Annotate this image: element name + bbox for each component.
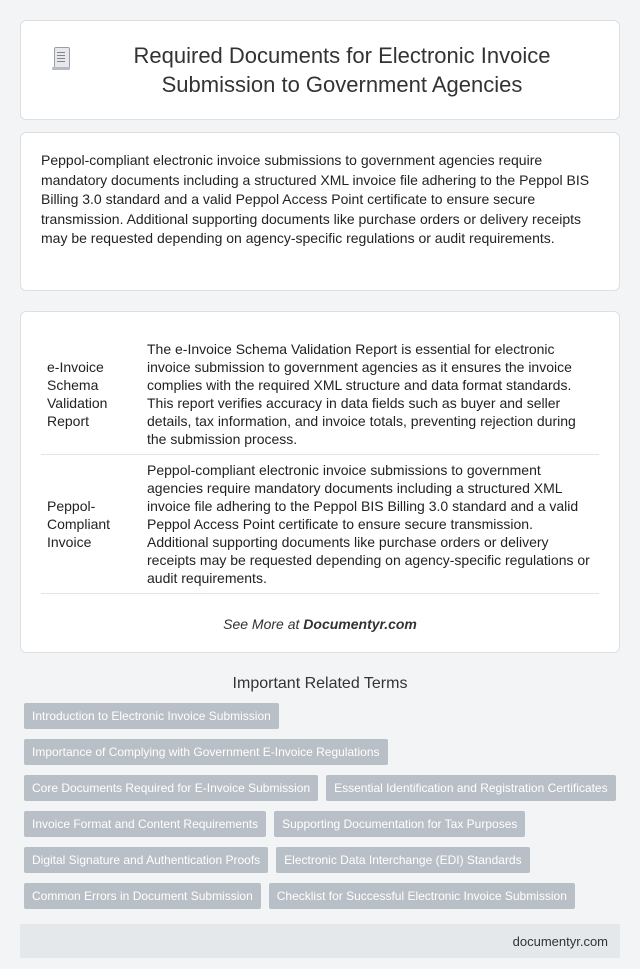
- intro-card: [20, 132, 620, 291]
- related-terms-heading: Important Related Terms: [232, 675, 408, 692]
- related-term-chip[interactable]: Importance of Complying with Government E-Invoice Regulations: [24, 739, 388, 765]
- see-more-site[interactable]: Documentyr.com: [303, 616, 417, 632]
- related-term-chip[interactable]: Electronic Data Interchange (EDI) Standards: [276, 847, 529, 873]
- related-term-chip[interactable]: Introduction to Electronic Invoice Submission: [24, 703, 279, 729]
- documents-table: [41, 334, 599, 594]
- page-title: Required Documents for Electronic Invoice Submission to Government Agencies: [133, 43, 551, 97]
- related-term-chip[interactable]: Essential Identification and Registration Certificates: [326, 775, 615, 801]
- related-term-chip[interactable]: Checklist for Successful Electronic Invoice Submission: [269, 883, 575, 909]
- description-cell: The e-Invoice Schema Validation Report is essential for electronic invoice submission to government agencies as it ensures the invoice complies with the required XML structure and data format standards. This report verifies accuracy in data fields such as buyer and seller details, tax information, and invoice totals, preventing rejection during the submission process.: [141, 334, 599, 455]
- table-row: [41, 455, 599, 594]
- related-term-chip[interactable]: Invoice Format and Content Requirements: [24, 811, 266, 837]
- see-more-prefix: See More at: [223, 616, 304, 632]
- intro-paragraph: Peppol-compliant electronic invoice submissions to government agencies require mandatory documents including a structured XML invoice file adhering to the Peppol BIS Billing 3.0 standard and a valid Peppol Access Point certificate to ensure secure transmission. Additional supporting documents like purchase orders or delivery receipts may be requested depending on agency-specific regulations or audit requirements.: [41, 152, 590, 247]
- documents-table-card: [20, 311, 620, 653]
- description-cell: Peppol-compliant electronic invoice submissions to government agencies require mandatory documents including a structured XML invoice file adhering to the Peppol BIS Billing 3.0 standard and a valid Peppol Access Point certificate to ensure secure transmission. Additional supporting documents like purchase orders or delivery receipts may be requested depending on agency-specific regulations or audit requirements.: [141, 455, 599, 594]
- footer-site-link[interactable]: documentyr.com: [512, 933, 608, 949]
- table-row: [41, 334, 599, 455]
- related-terms-list: [20, 703, 620, 909]
- title-card: [20, 20, 620, 120]
- footer: [20, 924, 620, 958]
- title-row: [51, 41, 589, 99]
- related-term-chip[interactable]: Supporting Documentation for Tax Purposes: [274, 811, 525, 837]
- related-term-chip[interactable]: Core Documents Required for E-Invoice Submission: [24, 775, 318, 801]
- term-cell: e-Invoice Schema Validation Report: [41, 334, 141, 455]
- related-term-chip[interactable]: Common Errors in Document Submission: [24, 883, 261, 909]
- document-icon: [51, 45, 73, 73]
- term-cell: Peppol-Compliant Invoice: [41, 455, 141, 594]
- related-term-chip[interactable]: Digital Signature and Authentication Proofs: [24, 847, 268, 873]
- see-more-link[interactable]: [41, 616, 599, 632]
